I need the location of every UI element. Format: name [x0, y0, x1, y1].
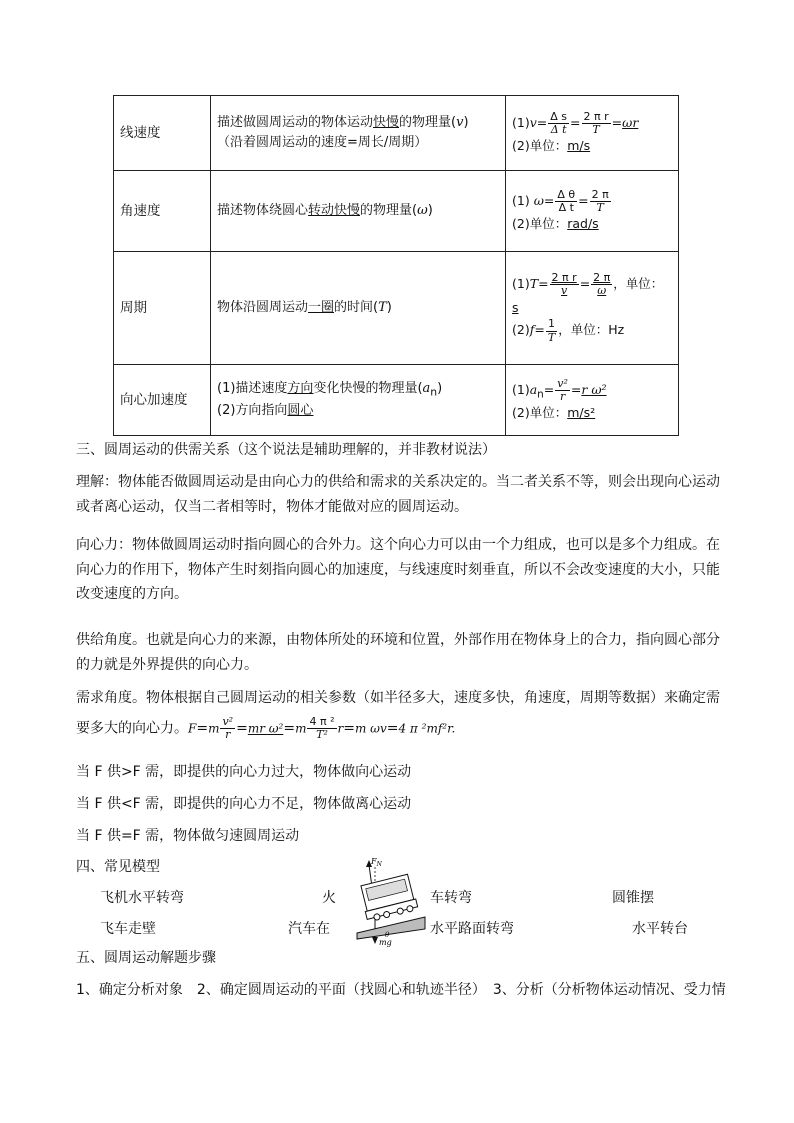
model-car-2: 水平路面转弯 — [430, 921, 514, 937]
section-4-title: 四、常见模型 — [76, 859, 160, 875]
model-car-1: 汽车在 — [288, 921, 330, 937]
quantity-description: 描述做圆周运动的物体运动快慢的物理量(v) （沿着圆周运动的速度=周长/周期） — [211, 96, 506, 171]
model-wall-riding: 飞车走壁 — [100, 921, 156, 937]
table-row — [114, 365, 679, 436]
model-train-2: 车转弯 — [430, 890, 472, 906]
mg-label: mg — [379, 938, 392, 947]
paragraph-centripetal-force: 向心力：物体做圆周运动时指向圆心的合外力。这个向心力可以由一个力组成，也可以是多个力组成。在向心力的作用下，物体产生时刻指向圆心的加速度，与线速度时刻垂直，所以不会改变速度的大小，只能改变速度的方向。 — [76, 537, 720, 602]
quantity-name: 角速度 — [114, 171, 211, 252]
quantity-name: 线速度 — [114, 96, 211, 171]
model-turntable: 水平转台 — [632, 921, 688, 937]
condition-centripetal: 当 F 供>F 需，即提供的向心力过大，物体做向心运动 — [76, 764, 412, 780]
quantity-formula: (1)v= $\frac{\text{Δ s}}{\text{Δ t}}$ = $\frac{\text{2 π r}}{T}$ =ωr (2)单位：m/s — [506, 96, 679, 171]
quantity-formula: $(1)a_n=$ $\frac{\text{v²}}{r}$ =r ω² (2)单位：m/s² — [506, 365, 679, 436]
paragraph-understanding: 理解：物体能否做圆周运动是由向心力的供给和需求的关系决定的。当二者关系不等，则会出现向心运动或者离心运动，仅当二者相等时，物体才能做对应的圆周运动。 — [76, 474, 720, 515]
quantity-formula: (1)T= $\frac{\text{2 π r}}{v}$ = $\frac{2 \pi}{\omega}$ ，单位： s (2)f= $\frac{1}{T}$ ，单位：Hz — [506, 252, 679, 365]
quantity-description: 物体沿圆周运动一圈的时间(T) — [211, 252, 506, 365]
section-5-title: 五、圆周运动解题步骤 — [76, 950, 216, 966]
fn-label: $F_N$ — [371, 857, 382, 868]
train-force-diagram — [355, 857, 427, 947]
model-train-1: 火 — [322, 890, 336, 906]
table-row — [114, 171, 679, 252]
quantity-name: 周期 — [114, 252, 211, 365]
solving-steps: 1、确定分析对象 2、确定圆周运动的平面（找圆心和轨迹半径） 3、分析（分析物体运动情况、受力情 — [76, 982, 726, 998]
paragraph-supply: 供给角度。也就是向心力的来源，由物体所处的环境和位置，外部作用在物体身上的合力，指向圆心部分的力就是外界提供的向心力。 — [76, 632, 720, 673]
demand-formula-line: 要多大的向心力。F=m $\frac{\text{v²}}{r}$ =mr ω²=m $\frac{\text{4 π ²}}{\text{T²}}$ r=m ωv=4 π ²mf²r. — [76, 715, 456, 742]
theta-label: θ — [385, 931, 390, 939]
quantity-description: (1)描述速度方向变化快慢的物理量$(a_n)$ (2)方向指向圆心 — [211, 365, 506, 436]
model-airplane: 飞机水平转弯 — [100, 890, 184, 906]
quantity-formula: (1) ω= $\frac{\text{Δ θ}}{\text{Δ t}}$ = $\frac{2 \pi}{T}$ (2)单位：rad/s — [506, 171, 679, 252]
section-3-title: 三、圆周运动的供需关系（这个说法是辅助理解的，并非教材说法） — [76, 442, 496, 458]
table-row — [114, 96, 679, 171]
paragraph-demand: 需求角度。物体根据自己圆周运动的相关参数（如半径多大，速度多快，角速度，周期等数据）来确定需 — [76, 690, 720, 706]
condition-uniform: 当 F 供=F 需，物体做匀速圆周运动 — [76, 828, 300, 844]
model-conical-pendulum: 圆锥摆 — [612, 890, 654, 906]
condition-centrifugal: 当 F 供<F 需，即提供的向心力不足，物体做离心运动 — [76, 796, 412, 812]
table-row — [114, 252, 679, 365]
quantity-description: 描述物体绕圆心转动快慢的物理量(ω) — [211, 171, 506, 252]
quantity-table — [113, 95, 679, 436]
quantity-name: 向心加速度 — [114, 365, 211, 436]
